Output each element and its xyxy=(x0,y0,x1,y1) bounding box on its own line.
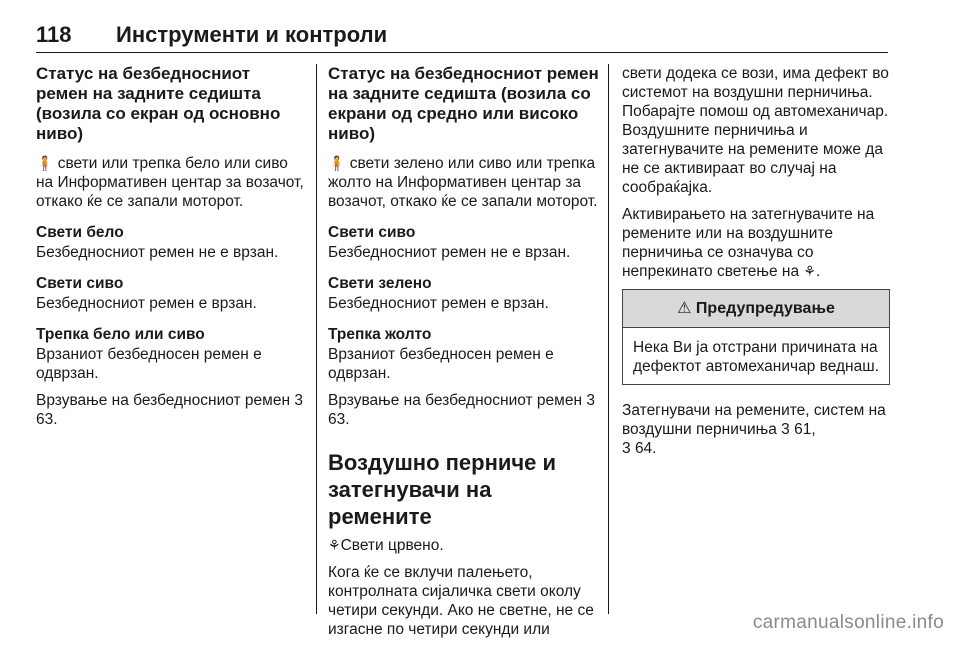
intro-paragraph xyxy=(328,154,600,211)
body-paragraph xyxy=(622,205,890,281)
section-heading: Статус на безбедносниот ремен на задните седишта (возила со екрани од средно или високо ниво) xyxy=(328,64,599,143)
airbag-status-text: Свети црвено. xyxy=(340,537,444,554)
body-paragraph: свети додека се вози, има дефект во системот на воздушни перничиња. Побарајте помош од автомеханичар. Воздушните перничиња и затегнувачите на ремените може да не се активираат во случај на сообраќајка. xyxy=(622,65,889,196)
ref-arrow-icon: 3 xyxy=(294,392,303,409)
watermark: carmanualsonline.info xyxy=(752,612,944,633)
ref-arrow-icon: 3 xyxy=(622,440,631,457)
column-3 xyxy=(622,64,890,466)
intro-paragraph xyxy=(36,154,306,211)
section-heading: Статус на безбедносниот ремен на задните седишта (возила со екран од основно ниво) xyxy=(36,64,281,143)
ref-arrow-icon: 3 xyxy=(586,392,595,409)
status-text: Безбедносниот ремен е врзан. xyxy=(36,295,257,312)
ref-arrow-icon: 3 xyxy=(781,421,790,438)
cross-reference[interactable] xyxy=(328,391,600,429)
warning-header xyxy=(623,290,889,328)
section-title: Воздушно перниче и затегнувачи на ремените xyxy=(328,450,557,529)
ref-text: Врзување на безбедносниот ремен xyxy=(328,392,583,409)
ref-page[interactable]: 63. xyxy=(328,411,350,428)
status-text: Безбедносниот ремен не е врзан. xyxy=(328,244,571,261)
status-title: Свети сиво xyxy=(36,275,124,292)
page-number: 118 xyxy=(36,22,72,47)
page-header xyxy=(36,22,888,53)
status-title: Трепка жолто xyxy=(328,326,432,343)
warning-triangle-icon: ⚠ xyxy=(677,300,692,317)
status-text: Безбедносниот ремен не е врзан. xyxy=(36,244,279,261)
cross-reference[interactable] xyxy=(36,391,306,429)
ref-text: Затегнувачи на ремените, систем на воздушни перничиња xyxy=(622,402,886,438)
ref-text: Врзување на безбедносниот ремен xyxy=(36,392,291,409)
chapter-title: Инструменти и контроли xyxy=(116,22,388,47)
body-text-end: . xyxy=(815,263,821,280)
ref-page[interactable]: 64. xyxy=(634,440,657,457)
intro-text: свети или трепка бело или сиво на Информативен центар за возачот, откако ќе се запали моторот. xyxy=(36,155,304,210)
status-text: Безбедносниот ремен е врзан. xyxy=(328,295,549,312)
ref-page[interactable]: 63. xyxy=(36,411,58,428)
body-text: Активирањето на затегнувачите на ремените или на воздушните перничиња се означува со непрекинато светење на xyxy=(622,206,875,280)
airbag-icon: ⚘ xyxy=(328,537,341,553)
status-title: Свети зелено xyxy=(328,275,432,292)
seatbelt-person-icon: 🧍 xyxy=(328,155,346,171)
column-2 xyxy=(328,64,600,647)
status-text: Врзаниот безбедносен ремен е одврзан. xyxy=(328,346,554,382)
body-paragraph: Кога ќе се вклучи палењето, контролната сијаличка свети околу четири секунди. Ако не светне, не се изгасне по четири секунди или xyxy=(328,564,594,638)
intro-text: свети зелено или сиво или трепка жолто на Информативен центар за возачот, откако ќе се запали моторот. xyxy=(328,155,598,210)
column-divider xyxy=(316,64,317,614)
status-text: Врзаниот безбедносен ремен е одврзан. xyxy=(36,346,262,382)
status-title: Трепка бело или сиво xyxy=(36,326,205,343)
column-1 xyxy=(36,64,306,437)
airbag-status-line xyxy=(328,536,600,555)
status-title: Свети сиво xyxy=(328,224,416,241)
ref-page[interactable]: 61, xyxy=(794,421,816,438)
warning-text: Нека Ви ја отстрани причината на дефектот автомеханичар веднаш. xyxy=(633,339,879,375)
warning-box xyxy=(622,289,890,385)
warning-title: Предупредување xyxy=(695,300,835,317)
status-title: Свети бело xyxy=(36,224,124,241)
seatbelt-person-icon: 🧍 xyxy=(36,155,54,171)
cross-reference[interactable] xyxy=(622,401,890,458)
column-divider xyxy=(608,64,609,614)
airbag-icon: ⚘ xyxy=(803,263,816,279)
